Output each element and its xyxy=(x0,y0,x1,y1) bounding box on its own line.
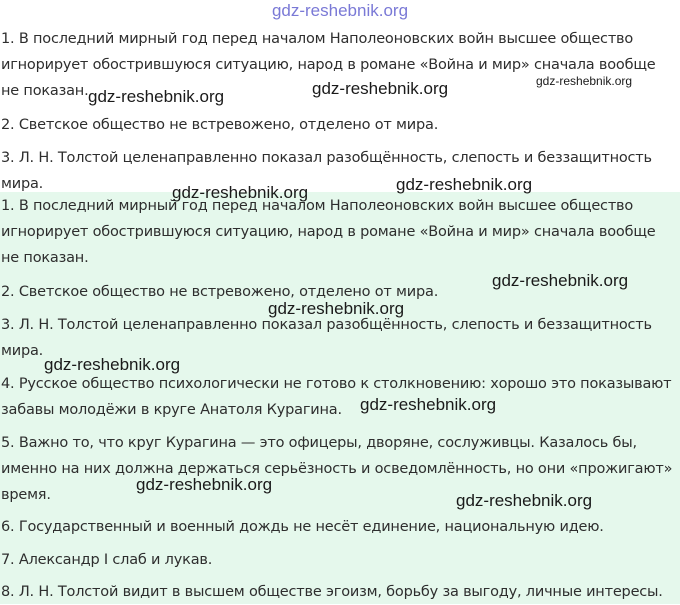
watermark: gdz-reshebnik.org xyxy=(492,271,629,290)
answer-paragraph-6: 6. Государственный и военный дождь не несёт единение, национальную идею. xyxy=(1,519,604,535)
answer-paragraph-8: 8. Л. Н. Толстой видит в высшем обществе эгоизм, борьбу за выгоду, личные интересы. xyxy=(1,584,663,600)
top-paragraph-2: 2. Светское общество не встревожено, отделено от мира. xyxy=(1,117,439,133)
answer-paragraph-2: 2. Светское общество не встревожено, отделено от мира. xyxy=(1,284,439,300)
answer-paragraph-3: 3. Л. Н. Толстой целенаправленно показал разобщённость, слепость и беззащитность мира. xyxy=(1,317,652,359)
answer-paragraph-5: 5. Важно то, что круг Курагина — это офицеры, дворяне, сослуживцы. Казалось бы, именно на них должна держаться серьёзность и осведомлённость, но они «прожигают» время. xyxy=(1,435,673,503)
watermark: gdz-reshebnik.org xyxy=(360,395,497,414)
top-paragraph-1: 1. В последний мирный год перед началом Наполеоновских войн высшее общество игнорирует обострившуюся ситуацию, народ в романе «Война и мир» сначала вообще не показан. xyxy=(1,31,656,99)
watermark: gdz-reshebnik.org xyxy=(44,355,181,374)
watermark: gdz-reshebnik.org xyxy=(172,183,309,202)
watermark: gdz-reshebnik.org xyxy=(536,74,633,88)
watermark: gdz-reshebnik.org xyxy=(268,299,405,318)
answer-paragraph-4: 4. Русское общество психологически не готово к столкновению: хорошо это показывают забавы молодёжи в круге Анатоля Курагина. xyxy=(1,376,672,418)
watermark: gdz-reshebnik.org xyxy=(396,175,533,194)
watermark: gdz-reshebnik.org xyxy=(312,79,449,98)
header-watermark: gdz-reshebnik.org xyxy=(271,1,409,20)
top-paragraph-3: 3. Л. Н. Толстой целенаправленно показал разобщённость, слепость и беззащитность мира. xyxy=(1,150,652,192)
answer-paragraph-1: 1. В последний мирный год перед началом Наполеоновских войн высшее общество игнорирует обострившуюся ситуацию, народ в романе «Война и мир» сначала вообще не показан. xyxy=(1,198,656,266)
answer-paragraph-7: 7. Александр I слаб и лукав. xyxy=(1,552,213,568)
watermark: gdz-reshebnik.org xyxy=(88,87,225,106)
watermark: gdz-reshebnik.org xyxy=(136,475,273,494)
watermark: gdz-reshebnik.org xyxy=(456,491,593,510)
